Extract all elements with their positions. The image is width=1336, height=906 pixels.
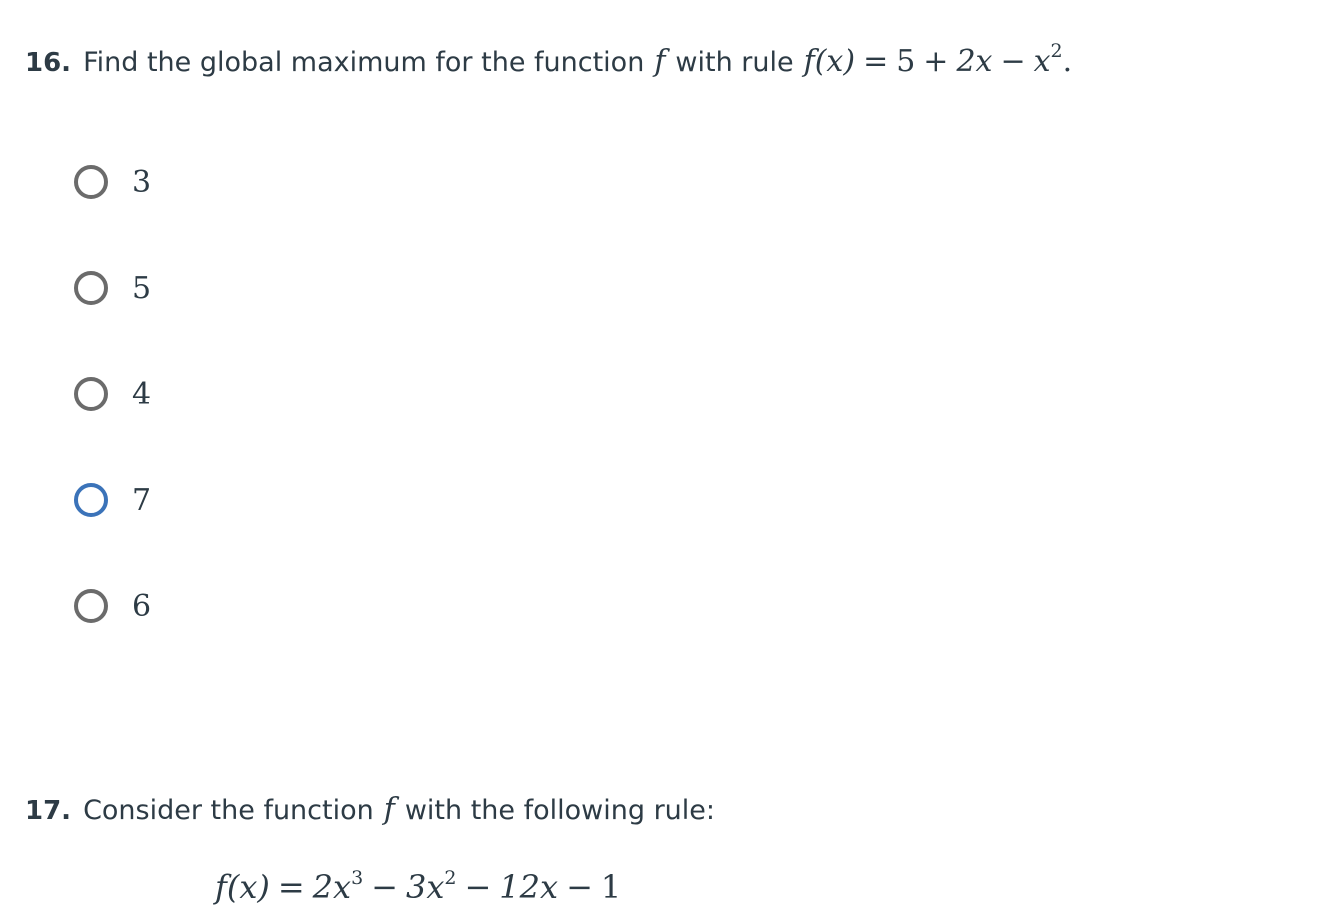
radio-button[interactable] [74, 165, 108, 199]
function-symbol: f [654, 44, 666, 79]
radio-button[interactable] [74, 271, 108, 305]
answer-option-4[interactable] [74, 374, 151, 414]
answer-option-5[interactable] [74, 268, 151, 308]
answer-option-6[interactable] [74, 586, 151, 626]
radio-button[interactable] [74, 589, 108, 623]
question-16 [25, 40, 1305, 85]
question-text-mid: with rule [675, 47, 794, 78]
question-16-prompt [25, 40, 1305, 85]
question-17 [25, 788, 1305, 833]
question-17-prompt [25, 788, 1305, 833]
answer-list [74, 162, 151, 692]
question-17-formula: $f(x) = 2x^3 - 3x^2 - 12x - 1$ [215, 867, 622, 906]
question-text: Find the global maximum for the function [83, 47, 645, 78]
answer-label: 7 [132, 482, 152, 518]
function-rule: $f(x) = 5 + 2x - x^2$. [803, 40, 1073, 79]
question-number: 17. [25, 796, 72, 826]
answer-label: 6 [132, 588, 152, 624]
answer-option-3[interactable] [74, 162, 151, 202]
question-text: Consider the function [83, 795, 374, 826]
answer-option-7[interactable] [74, 480, 151, 520]
question-text-end: with the following rule: [404, 795, 715, 826]
answer-label: 3 [132, 164, 152, 200]
function-symbol: f [383, 792, 395, 827]
radio-button-focused[interactable] [74, 483, 108, 517]
radio-button[interactable] [74, 377, 108, 411]
answer-label: 4 [132, 376, 152, 412]
answer-label: 5 [132, 270, 152, 306]
question-number: 16. [25, 48, 72, 78]
